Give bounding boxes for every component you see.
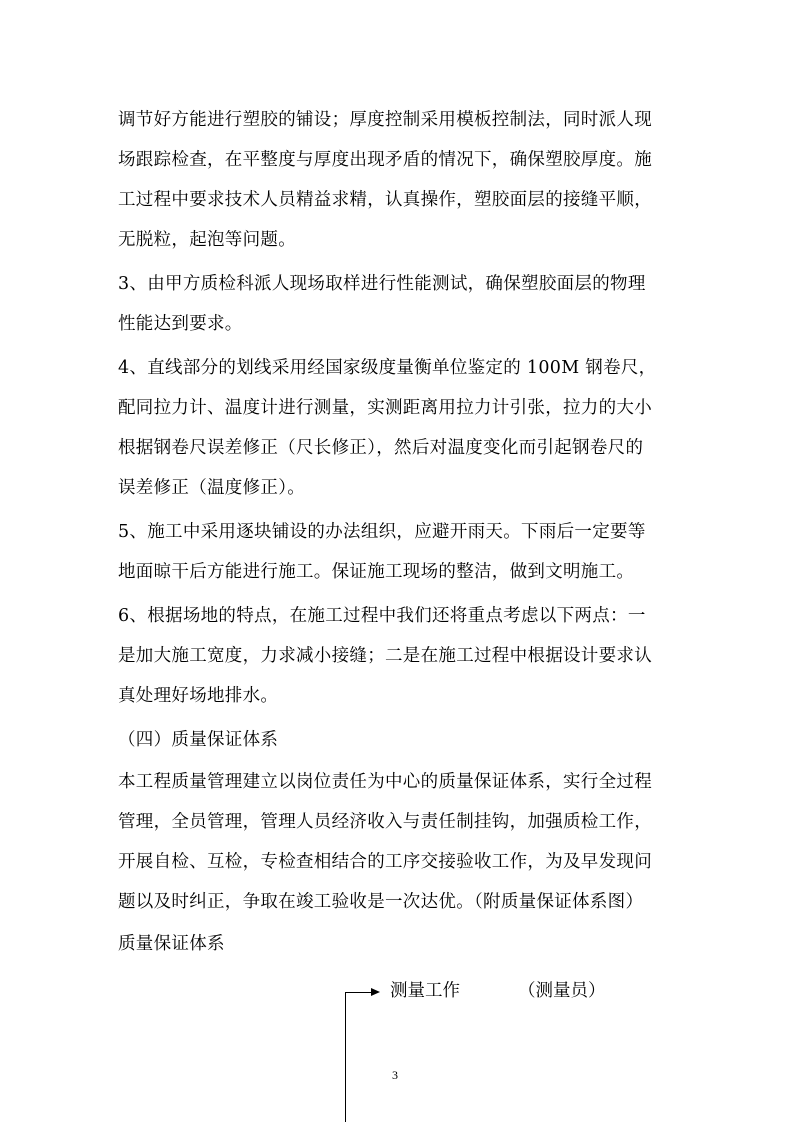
section-heading: （四）质量保证体系	[118, 730, 279, 750]
paragraph-line: 无脱粒，起泡等问题。	[118, 230, 296, 250]
page-number: 3	[392, 1068, 398, 1082]
paragraph-line: 本工程质量管理建立以岗位责任为中心的质量保证体系，实行全过程	[118, 772, 652, 792]
arrow-right-icon	[371, 988, 380, 996]
paragraph-line: 开展自检、互检，专检查相结合的工序交接验收工作，为及早发现问	[118, 852, 652, 872]
flowchart-vertical-connector	[345, 992, 346, 1122]
paragraph-line: 场跟踪检查，在平整度与厚度出现矛盾的情况下，确保塑胶厚度。施	[118, 150, 652, 170]
paragraph-line: 题以及时纠正，争取在竣工验收是一次达优。（附质量保证体系图）	[118, 892, 644, 912]
paragraph-line: 误差修正（温度修正）。	[118, 478, 306, 498]
diagram-title: 质量保证体系	[118, 934, 225, 954]
paragraph-line: 是加大施工宽度，力求减小接缝；二是在施工过程中根据设计要求认	[118, 646, 652, 666]
flowchart-node-role: （测量员）	[518, 981, 606, 1001]
paragraph-line: 根据钢卷尺误差修正（尺长修正），然后对温度变化而引起钢卷尺的	[118, 438, 644, 458]
paragraph-line: 真处理好场地排水。	[118, 686, 279, 706]
paragraph-line: 5、施工中采用逐块铺设的办法组织，应避开雨天。下雨后一定要等	[118, 522, 646, 542]
paragraph-line: 3、由甲方质检科派人现场取样进行性能测试，确保塑胶面层的物理	[118, 274, 646, 294]
paragraph-line: 4、直线部分的划线采用经国家级度量衡单位鉴定的 100M 钢卷尺，	[118, 358, 657, 378]
flowchart-node-label: 测量工作	[390, 981, 460, 1001]
paragraph-line: 调节好方能进行塑胶的铺设；厚度控制采用模板控制法，同时派人现	[118, 110, 652, 130]
paragraph-line: 性能达到要求。	[118, 314, 243, 334]
paragraph-line: 配同拉力计、温度计进行测量，实测距离用拉力计引张，拉力的大小	[118, 398, 652, 418]
paragraph-line: 6、根据场地的特点，在施工过程中我们还将重点考虑以下两点：一	[118, 606, 646, 626]
paragraph-line: 管理，全员管理，管理人员经济收入与责任制挂钩，加强质检工作，	[118, 812, 652, 832]
flowchart-horizontal-connector	[345, 992, 373, 993]
paragraph-line: 地面晾干后方能进行施工。保证施工现场的整洁，做到文明施工。	[118, 562, 635, 582]
paragraph-line: 工过程中要求技术人员精益求精，认真操作，塑胶面层的接缝平顺，	[118, 190, 652, 210]
